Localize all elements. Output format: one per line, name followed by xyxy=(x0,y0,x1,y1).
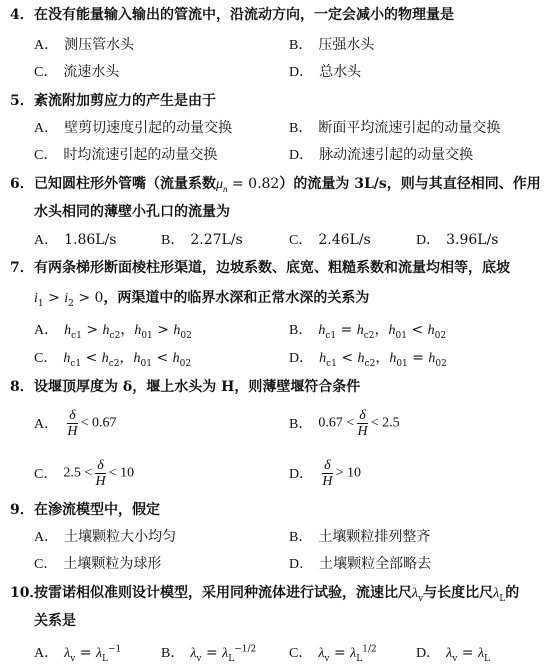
question-number: 7． xyxy=(10,260,34,276)
q10-option-b[interactable]: B． $\lambda_v = \lambda_L^{-1/2}$ xyxy=(161,644,257,664)
q6-option-c[interactable]: C． 2.46L/s xyxy=(289,232,371,248)
q10-option-d[interactable]: D． $\lambda_v = \lambda_L$ xyxy=(416,645,490,664)
q8-option-a[interactable]: A． $\frac{\delta}{H}$ < 0.67 xyxy=(34,408,117,439)
question-7-line2: $i_1 > i_2 > 0$，两渠道中的临界水深和正常水深的关系为 xyxy=(34,290,370,309)
question-number: 9． xyxy=(10,502,34,518)
q10-option-c[interactable]: C． $\lambda_v = \lambda_L^{1/2}$ xyxy=(289,644,377,664)
fraction: $\frac{\delta}{H}$ xyxy=(322,458,333,489)
q5-option-c[interactable]: C． 时均流速引起的动量交换 xyxy=(34,147,218,163)
q4-option-a[interactable]: A． 测压管水头 xyxy=(34,37,135,53)
question-8: 8．设堰顶厚度为 δ，堰上水头为 H，则薄壁堰符合条件 xyxy=(10,379,361,395)
q6-option-d[interactable]: D． 3.96L/s xyxy=(416,232,499,248)
q8-option-c[interactable]: C． 2.5 < $\frac{\delta}{H}$ < 10 xyxy=(34,458,135,489)
fraction: $\frac{\delta}{H}$ xyxy=(357,408,368,439)
question-number: 5． xyxy=(10,93,34,109)
q7-option-b[interactable]: B． $h_{c1} = h_{c2}$，$h_{01} < h_{02}$ xyxy=(289,322,447,341)
q8-option-d[interactable]: D． $\frac{\delta}{H}$ > 10 xyxy=(289,458,362,489)
question-stem: 在没有能量输入输出的管流中，沿流动方向，一定会减小的物理量是 xyxy=(34,7,454,23)
question-10-line2: 关系是 xyxy=(34,613,76,629)
q9-option-c[interactable]: C． 土壤颗粒为球形 xyxy=(34,556,162,572)
question-7: 7．有两条梯形断面棱柱形渠道，边坡系数、底宽、粗糙系数和流量均相等，底坡 xyxy=(10,260,510,276)
question-number: 4． xyxy=(10,7,34,23)
q7-option-c[interactable]: C． $h_{c1} < h_{c2}$，$h_{01} < h_{02}$ xyxy=(34,350,192,369)
q10-option-a[interactable]: A． $\lambda_v = \lambda_L^{-1}$ xyxy=(34,644,122,664)
fraction: $\frac{\delta}{H}$ xyxy=(95,458,106,489)
question-number: 10． xyxy=(10,585,44,601)
question-9: 9．在渗流模型中，假定 xyxy=(10,502,160,518)
q9-option-d[interactable]: D． 土壤颗粒全部略去 xyxy=(289,556,432,572)
q6-option-b[interactable]: B． 2.27L/s xyxy=(161,232,243,248)
fraction: $\frac{\delta}{H}$ xyxy=(67,408,78,439)
q9-option-b[interactable]: B． 土壤颗粒排列整齐 xyxy=(289,529,431,545)
q4-option-d[interactable]: D． 总水头 xyxy=(289,64,362,80)
q5-option-a[interactable]: A． 壁剪切速度引起的动量交换 xyxy=(34,120,233,136)
question-4 xyxy=(10,7,544,23)
q4-option-b[interactable]: B． 压强水头 xyxy=(289,37,375,53)
q8-option-b[interactable]: B． 0.67 < $\frac{\delta}{H}$ < 2.5 xyxy=(289,408,400,439)
q5-option-d[interactable]: D． 脉动流速引起的动量交换 xyxy=(289,147,474,163)
q9-option-a[interactable]: A． 土壤颗粒大小均匀 xyxy=(34,529,177,545)
question-6-line2: 水头相同的薄壁小孔口的流量为 xyxy=(34,204,230,220)
question-5 xyxy=(10,93,544,109)
question-6: 6．已知圆柱形外管嘴（流量系数$\mu_n = 0.82$）的流量为 3L/s，则与其直径相同、作用 xyxy=(10,176,541,194)
q6-option-a[interactable]: A． 1.86L/s xyxy=(34,232,117,248)
mu-symbol: μ xyxy=(216,177,224,192)
q5-option-b[interactable]: B． 断面平均流速引起的动量交换 xyxy=(289,120,501,136)
question-10: 10．按雷诺相似准则设计模型，采用同种流体进行试验，流速比尺$\lambda_v$与长度比尺$\lambda_L$的 xyxy=(10,585,520,604)
q7-option-a[interactable]: A． $h_{c1} > h_{c2}$，$h_{01} > h_{02}$ xyxy=(34,322,192,341)
question-number: 6． xyxy=(10,176,34,192)
question-stem: 紊流附加剪应力的产生是由于 xyxy=(34,93,216,109)
q7-option-d[interactable]: D． $h_{c1} < h_{c2}$，$h_{01} = h_{02}$ xyxy=(289,350,447,369)
q4-option-c[interactable]: C． 流速水头 xyxy=(34,64,120,80)
question-number: 8． xyxy=(10,379,34,395)
